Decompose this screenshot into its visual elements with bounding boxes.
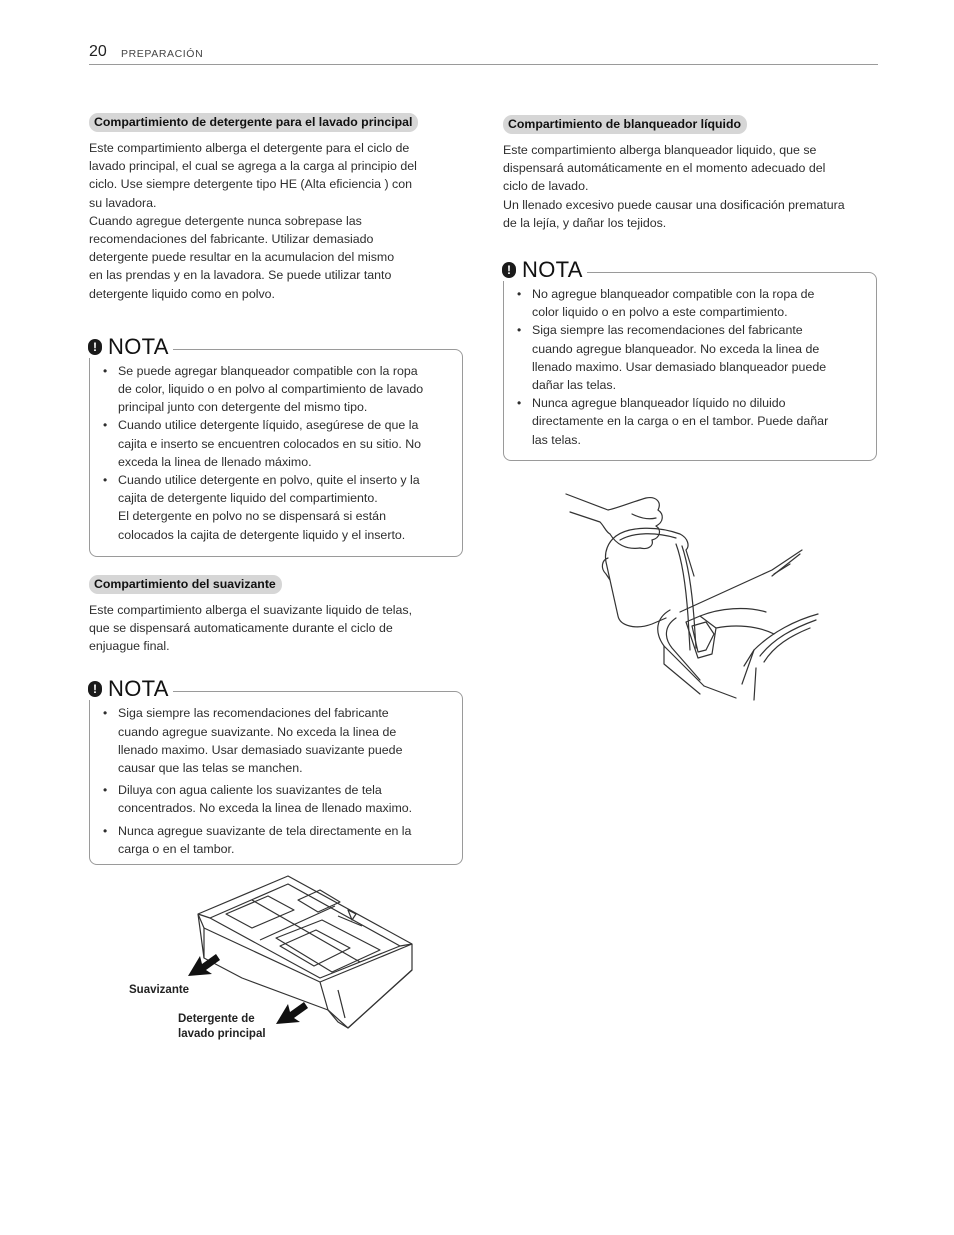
- list-item: • Se puede agregar blanqueador compatible con la ropa de color, liquido o en polvo al compartimiento de lavado principal junto con detergente del mismo tipo.: [98, 362, 452, 417]
- note-list: [98, 362, 452, 544]
- bleach-text: Este compartimiento alberga blanqueador liquido, que se dispensará automáticamente en el momento adecuado del ciclo de lavado. Un llenado excesivo puede causar una dosificación prematura de la lejía, y dañar los tejidos.: [503, 143, 845, 230]
- softener-heading: Compartimiento del suavizante: [89, 575, 282, 594]
- list-item: • Siga siempre las recomendaciones del fabricante cuando agregue blanqueador. No exceda la linea de llenado maximo. Usar demasiado blanqueador puede dañar las telas.: [512, 321, 866, 394]
- list-item: • Siga siempre las recomendaciones del fabricante cuando agregue suavizante. No exceda la linea de llenado maximo. Usar demasiado suavizante puede causar que las telas se manchen.: [98, 704, 452, 777]
- note-title: ! NOTA: [84, 678, 173, 700]
- note-list: [512, 285, 866, 449]
- page-header: [89, 43, 878, 65]
- note-list: [98, 704, 452, 858]
- list-item: • Cuando utilice detergente en polvo, quite el inserto y la cajita de detergente liquido del compartimiento. El detergente en polvo no se dispensará si están colocados la cajita de detergente liquido y el inserto.: [98, 471, 452, 544]
- list-item: • Nunca agregue suavizante de tela directamente en la carga o en el tambor.: [98, 822, 452, 858]
- note-title: ! NOTA: [84, 336, 173, 358]
- exclamation-icon: !: [502, 262, 516, 278]
- exclamation-icon: !: [88, 681, 102, 697]
- note-box-detergent: [89, 333, 463, 557]
- main-detergent-label-line1: Detergente de: [178, 1013, 255, 1025]
- exclamation-icon: !: [88, 339, 102, 355]
- list-item: • No agregue blanqueador compatible con la ropa de color liquido o en polvo a este compartimiento.: [512, 285, 866, 321]
- section-title: PREPARACIÓN: [121, 48, 204, 60]
- bleach-heading: Compartimiento de blanqueador líquido: [503, 115, 747, 134]
- page-number: 20: [89, 43, 107, 60]
- note-box-bleach: [503, 257, 877, 461]
- main-detergent-heading: Compartimiento de detergente para el lavado principal: [89, 113, 418, 132]
- softener-label: Suavizante: [129, 984, 190, 996]
- right-column: [503, 115, 877, 461]
- left-column: [89, 113, 463, 865]
- list-item: • Nunca agregue blanqueador líquido no diluido directamente en la carga o en el tambor. Puede dañar las telas.: [512, 394, 866, 449]
- main-detergent-text: Este compartimiento alberga el detergente para el ciclo de lavado principal, el cual se agrega a la carga al principio del ciclo. Use siempre detergente tipo HE (Alta eficiencia ) con su lavadora. Cuando agregue detergente nunca sobrepase las recomendaciones del fabricante. Utilizar demasiado detergente puede resultar en la acumulacion del mismo en las prendas y en la lavadora. Se puede utilizar tanto detergente liquido como en polvo.: [89, 141, 417, 301]
- note-box-softener: [89, 676, 463, 865]
- dispenser-drawer-illustration: [180, 870, 425, 1035]
- list-item: • Diluya con agua caliente los suavizantes de tela concentrados. No exceda la linea de llenado maximo.: [98, 781, 452, 817]
- note-title: ! NOTA: [498, 259, 587, 281]
- softener-text: Este compartimiento alberga el suavizante liquido de telas, que se dispensará automaticamente durante el ciclo de enjuague final.: [89, 602, 413, 654]
- list-item: • Cuando utilice detergente líquido, asegúrese de que la cajita e inserto se encuentren colocados en su sitio. No exceda la linea de llenado máximo.: [98, 416, 452, 471]
- main-detergent-label-line2: lavado principal: [178, 1028, 266, 1040]
- pouring-bleach-illustration: [560, 488, 824, 702]
